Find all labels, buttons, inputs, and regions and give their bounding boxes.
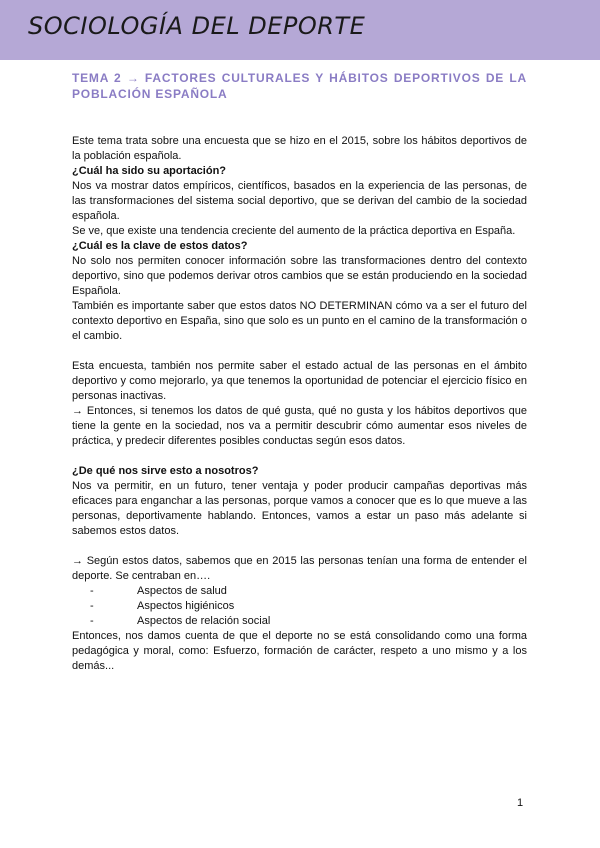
question-heading: ¿De qué nos sirve esto a nosotros?	[72, 465, 259, 477]
paragraph: Nos va mostrar datos empíricos, científicos, basados en la experiencia de las personas, de las transformaciones del sistema social deportivo, que se derivan del cambio de la sociedad española.	[72, 180, 527, 222]
intro-paragraph: Este tema trata sobre una encuesta que se hizo en el 2015, sobre los hábitos deportivos de la población española.	[72, 135, 527, 162]
list-item: - Aspectos de salud	[90, 585, 227, 597]
header-banner	[0, 0, 600, 60]
paragraph: → Según estos datos, sabemos que en 2015 las personas tenían una forma de entender el deporte. Se centraban en….	[72, 555, 527, 582]
document-body	[72, 70, 527, 674]
paragraph: Esta encuesta, también nos permite saber el estado actual de las personas en el ámbito deportivo y como mejorarlo, ya que tenemos la oportunidad de potenciar el ejercicio físico en personas inactivas.	[72, 360, 527, 402]
paragraph: Se ve, que existe una tendencia creciente del aumento de la práctica deportiva en España.	[72, 225, 516, 237]
question-heading: ¿Cuál ha sido su aportación?	[72, 165, 227, 177]
spacer	[72, 539, 527, 554]
spacer	[72, 344, 527, 359]
question-heading: ¿Cuál es la clave de estos datos?	[72, 240, 248, 252]
section-heading: TEMA 2 → FACTORES CULTURALES Y HÁBITOS DEPORTIVOS DE LA POBLACIÓN ESPAÑOLA	[72, 71, 527, 101]
page-number: 1	[517, 797, 524, 809]
list-item: - Aspectos de relación social	[90, 615, 271, 627]
paragraph: → Entonces, si tenemos los datos de qué gusta, qué no gusta y los hábitos deportivos que tiene la gente en la sociedad, nos va a permitir descubrir cómo aumentar esos niveles de práctica, y predecir diferentes posibles conductas según esos datos.	[72, 405, 527, 447]
paragraph: También es importante saber que estos datos NO DETERMINAN cómo va a ser el futuro del contexto deportivo en España, sino que solo es un punto en el camino de la transformación o el cambio.	[72, 300, 527, 342]
paragraph: No solo nos permiten conocer información sobre las transformaciones dentro del contexto deportivo, sino que podemos derivar otros cambios que se están produciendo en la sociedad Española.	[72, 255, 527, 297]
paragraph: Entonces, nos damos cuenta de que el deporte no se está consolidando como una forma pedagógica y moral, como: Esfuerzo, formación de carácter, respeto a uno mismo y a los demás...	[72, 630, 527, 672]
bullet-list	[72, 584, 527, 629]
document-title: SOCIOLOGÍA DEL DEPORTE	[28, 12, 366, 40]
list-item: - Aspectos higiénicos	[90, 600, 235, 612]
spacer	[72, 449, 527, 464]
paragraph: Nos va permitir, en un futuro, tener ventaja y poder producir campañas deportivas más eficaces para enganchar a las personas, porque vamos a conocer que es lo que mueve a las personas, deportivamente hablando. Entonces, vamos a estar un paso más adelante si sabemos estos datos.	[72, 480, 527, 537]
